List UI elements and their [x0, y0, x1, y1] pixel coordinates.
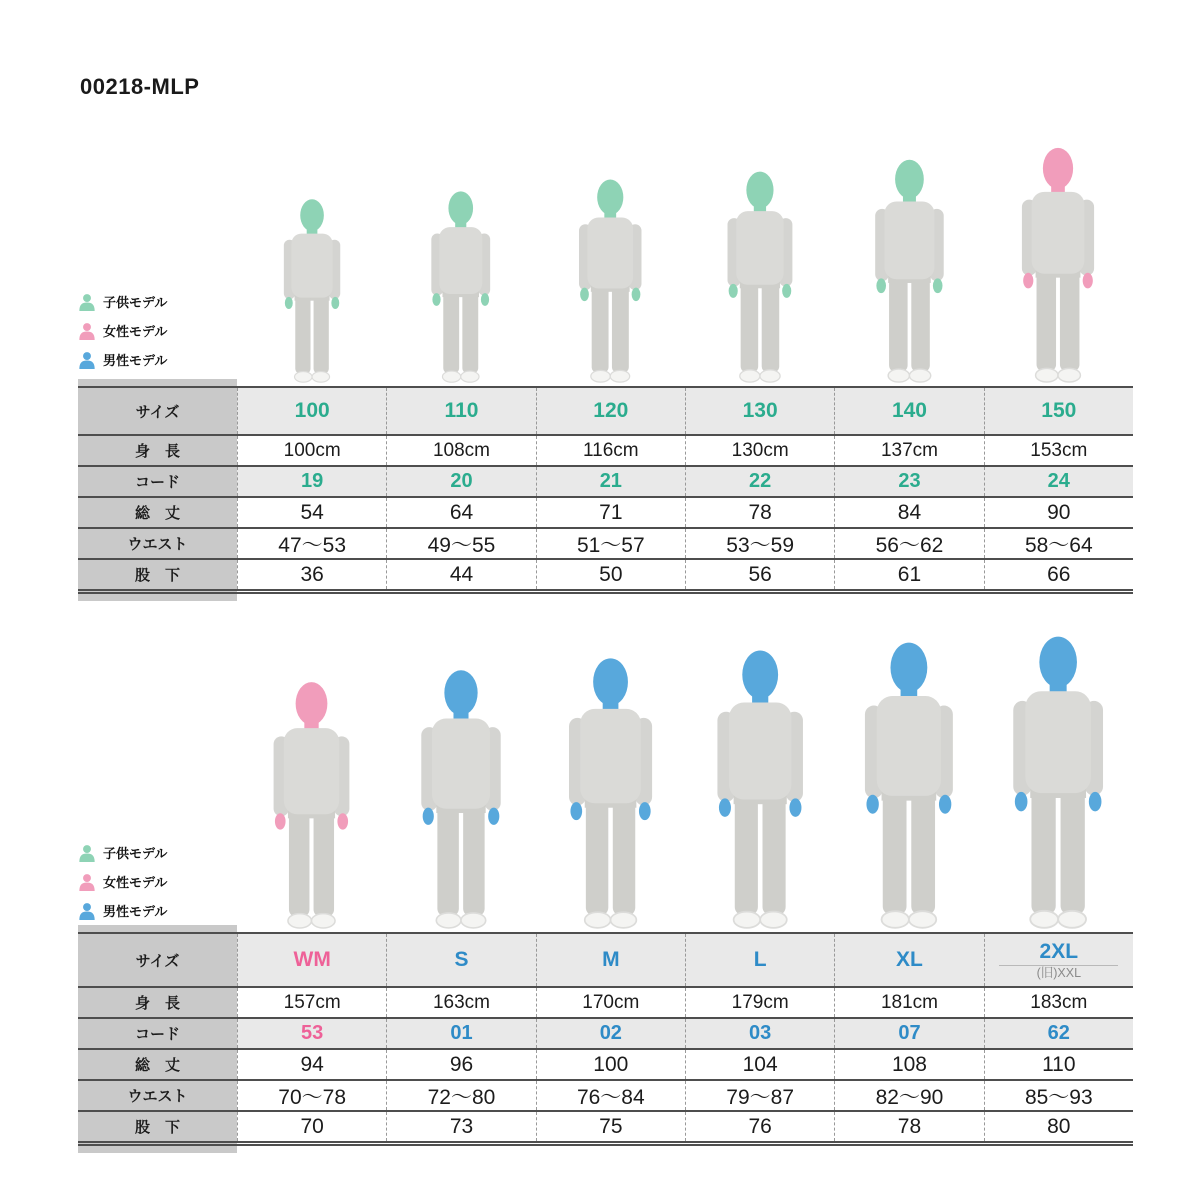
cell-code-XL: 07: [834, 1019, 983, 1048]
model-figure-S: [406, 667, 516, 929]
cell-size-L: L: [685, 934, 834, 986]
cell-length-WM: 94: [237, 1050, 386, 1079]
legend-label: 子供モデル: [103, 295, 168, 310]
row-label-length: 総 丈: [134, 1057, 180, 1074]
model-figure-M: [553, 655, 668, 929]
cell-code-WM: 53: [237, 1019, 386, 1048]
model-figure-120: [567, 177, 654, 383]
row-label-waist: ウエスト: [127, 1088, 188, 1105]
row-height: [78, 986, 1133, 1017]
row-label-height: 身 長: [134, 995, 180, 1012]
cell-size-2XL: 2XL (旧)XXL: [984, 934, 1133, 986]
legend-item-male: [78, 896, 238, 925]
row-length: [78, 496, 1133, 527]
row-waist: [78, 1079, 1133, 1110]
cell-height-150: 153cm: [984, 436, 1133, 465]
cell-code-2XL: 62: [984, 1019, 1133, 1048]
cell-waist-XL: 82〜90: [834, 1081, 983, 1110]
person-silhouette: [1008, 145, 1108, 383]
person-silhouette: [996, 633, 1120, 929]
cell-code-120: 21: [536, 467, 685, 496]
model-figure-130: [715, 169, 805, 383]
model-figure-110: [420, 189, 502, 383]
row-size: [78, 386, 1133, 434]
person-silhouette: [715, 169, 805, 383]
cell-height-WM: 157cm: [237, 988, 386, 1017]
cell-inseam-140: 61: [834, 560, 983, 589]
cell-code-L: 03: [685, 1019, 834, 1048]
row-code: [78, 465, 1133, 496]
cell-height-XL: 181cm: [834, 988, 983, 1017]
product-code: 00218-MLP: [80, 74, 200, 99]
person-silhouette: [553, 655, 668, 929]
row-label-height: 身 長: [134, 443, 180, 460]
person-silhouette: [567, 177, 654, 383]
model-figure-140: [862, 157, 957, 383]
cell-size-S: S: [386, 934, 535, 986]
cell-length-140: 84: [834, 498, 983, 527]
adult-size-table-rows: [78, 932, 1133, 1146]
cell-code-M: 02: [536, 1019, 685, 1048]
cell-inseam-150: 66: [984, 560, 1133, 589]
cell-inseam-2XL: 80: [984, 1112, 1133, 1141]
cell-code-100: 19: [237, 467, 386, 496]
cell-length-XL: 108: [834, 1050, 983, 1079]
cell-size-M: M: [536, 934, 685, 986]
cell-length-2XL: 110: [984, 1050, 1133, 1079]
cell-height-140: 137cm: [834, 436, 983, 465]
person-silhouette: [259, 679, 364, 929]
legend-adults-table: [78, 838, 238, 925]
model-figure-L: [701, 647, 819, 929]
cell-code-110: 20: [386, 467, 535, 496]
cell-size-WM: WM: [237, 934, 386, 986]
cell-length-150: 90: [984, 498, 1133, 527]
model-figure-100: [273, 197, 351, 383]
cell-waist-S: 72〜80: [386, 1081, 535, 1110]
row-label-inseam: 股 下: [134, 567, 180, 584]
cell-length-110: 64: [386, 498, 535, 527]
kids-size-table: [78, 386, 1133, 594]
legend-label: 男性モデル: [103, 353, 168, 368]
row-label-size: サイズ: [135, 403, 180, 421]
cell-size-110: 110: [386, 388, 535, 434]
cell-height-M: 170cm: [536, 988, 685, 1017]
cell-inseam-L: 76: [685, 1112, 834, 1141]
person-silhouette: [406, 667, 516, 929]
cell-height-100: 100cm: [237, 436, 386, 465]
cell-code-150: 24: [984, 467, 1133, 496]
legend-item-kids: [78, 287, 238, 316]
cell-inseam-110: 44: [386, 560, 535, 589]
cell-waist-2XL: 85〜93: [984, 1081, 1133, 1110]
cell-waist-L: 79〜87: [685, 1081, 834, 1110]
cell-waist-140: 56〜62: [834, 529, 983, 558]
row-label-waist: ウエスト: [127, 536, 188, 553]
row-inseam: [78, 558, 1133, 589]
cell-code-140: 23: [834, 467, 983, 496]
size-note: (旧)XXL: [999, 965, 1118, 981]
cell-height-L: 179cm: [685, 988, 834, 1017]
cell-height-S: 163cm: [386, 988, 535, 1017]
cell-inseam-100: 36: [237, 560, 386, 589]
person-silhouette: [701, 647, 819, 929]
cell-size-140: 140: [834, 388, 983, 434]
row-label-code: コード: [134, 1026, 180, 1043]
person-silhouette: [420, 189, 502, 383]
adult-size-table: [78, 932, 1133, 1146]
cell-waist-110: 49〜55: [386, 529, 535, 558]
legend-kids-table: [78, 287, 238, 374]
legend-item-female: [78, 867, 238, 896]
row-size: [78, 932, 1133, 986]
cell-length-120: 71: [536, 498, 685, 527]
cell-code-130: 22: [685, 467, 834, 496]
person-icon: [78, 351, 96, 369]
cell-size-130: 130: [685, 388, 834, 434]
cell-waist-120: 51〜57: [536, 529, 685, 558]
cell-waist-100: 47〜53: [237, 529, 386, 558]
cell-length-M: 100: [536, 1050, 685, 1079]
row-label-length: 総 丈: [134, 505, 180, 522]
cell-size-100: 100: [237, 388, 386, 434]
person-icon: [78, 844, 96, 862]
row-label-code: コード: [134, 474, 180, 491]
cell-inseam-XL: 78: [834, 1112, 983, 1141]
cell-height-130: 130cm: [685, 436, 834, 465]
cell-waist-WM: 70〜78: [237, 1081, 386, 1110]
row-length: [78, 1048, 1133, 1079]
person-icon: [78, 902, 96, 920]
legend-item-male: [78, 345, 238, 374]
row-height: [78, 434, 1133, 465]
model-figure-WM: [259, 679, 364, 929]
cell-code-S: 01: [386, 1019, 535, 1048]
row-waist: [78, 527, 1133, 558]
cell-length-L: 104: [685, 1050, 834, 1079]
person-silhouette: [273, 197, 351, 383]
cell-inseam-WM: 70: [237, 1112, 386, 1141]
legend-label: 女性モデル: [103, 324, 168, 339]
legend-label: 女性モデル: [103, 875, 168, 890]
cell-size-XL: XL: [834, 934, 983, 986]
row-inseam: [78, 1110, 1133, 1141]
model-figure-XL: [848, 639, 970, 929]
cell-length-130: 78: [685, 498, 834, 527]
row-label-size: サイズ: [135, 952, 180, 970]
cell-length-S: 96: [386, 1050, 535, 1079]
cell-waist-150: 58〜64: [984, 529, 1133, 558]
row-code: [78, 1017, 1133, 1048]
cell-size-150: 150: [984, 388, 1133, 434]
legend-label: 子供モデル: [103, 846, 168, 861]
cell-waist-M: 76〜84: [536, 1081, 685, 1110]
person-silhouette: [862, 157, 957, 383]
cell-inseam-M: 75: [536, 1112, 685, 1141]
row-label-inseam: 股 下: [134, 1119, 180, 1136]
person-icon: [78, 873, 96, 891]
person-icon: [78, 322, 96, 340]
cell-inseam-130: 56: [685, 560, 834, 589]
cell-height-120: 116cm: [536, 436, 685, 465]
cell-height-2XL: 183cm: [984, 988, 1133, 1017]
cell-length-100: 54: [237, 498, 386, 527]
cell-waist-130: 53〜59: [685, 529, 834, 558]
model-figure-2XL: [996, 633, 1120, 929]
person-silhouette: [848, 639, 970, 929]
legend-item-kids: [78, 838, 238, 867]
cell-height-110: 108cm: [386, 436, 535, 465]
cell-inseam-S: 73: [386, 1112, 535, 1141]
model-figure-150: [1008, 145, 1108, 383]
legend-label: 男性モデル: [103, 904, 168, 919]
cell-inseam-120: 50: [536, 560, 685, 589]
person-icon: [78, 293, 96, 311]
legend-item-female: [78, 316, 238, 345]
kids-size-table-rows: [78, 386, 1133, 594]
cell-size-120: 120: [536, 388, 685, 434]
